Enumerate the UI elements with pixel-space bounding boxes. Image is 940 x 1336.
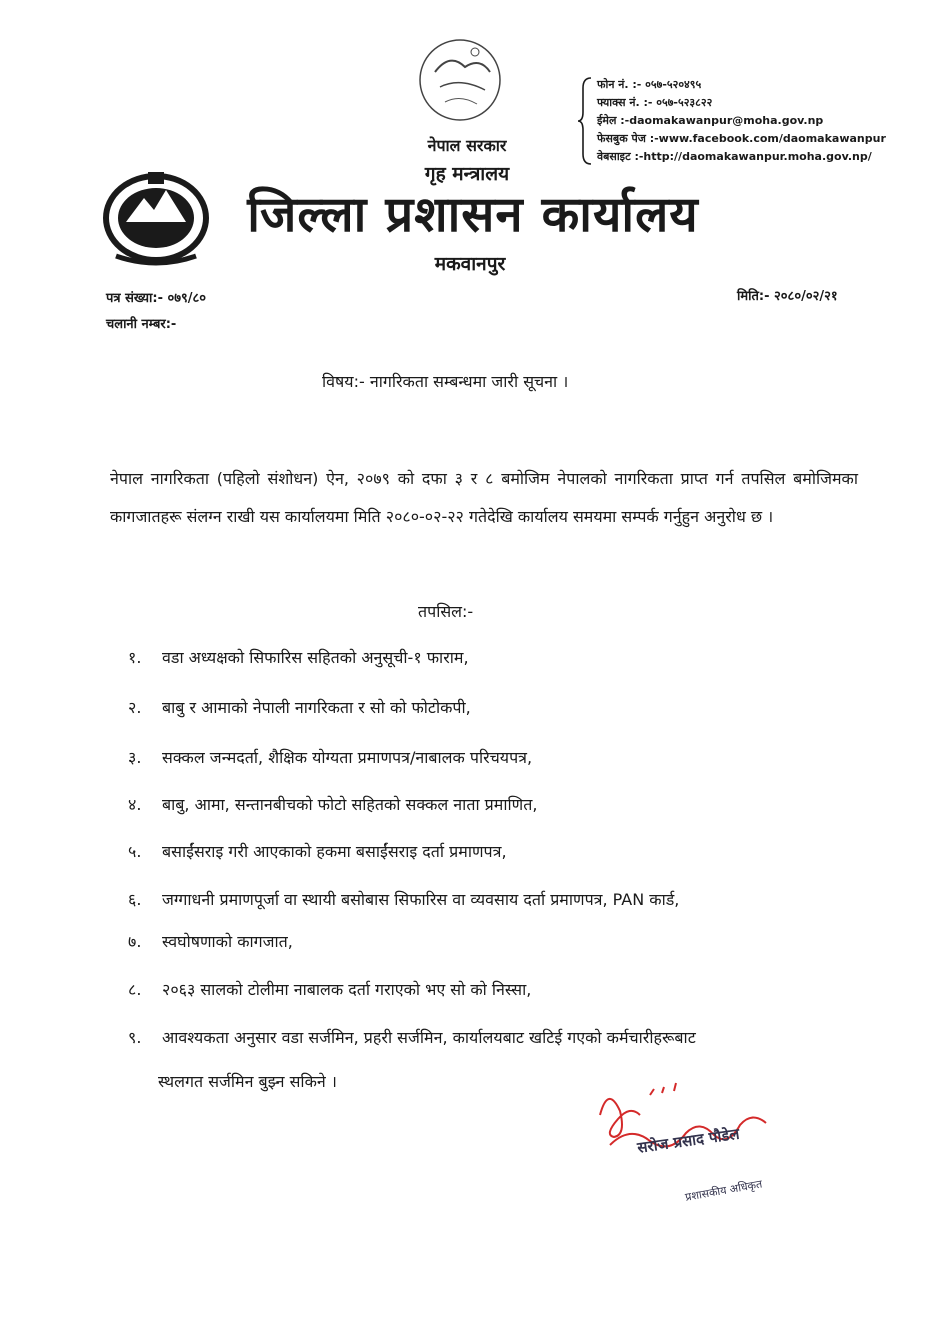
contact-fax: फ्याक्स नं. :- ०५७-५२३८२२ bbox=[597, 96, 713, 109]
signatory-designation: प्रशासकीय अधिकृत bbox=[684, 1177, 764, 1204]
nepal-sarkar-label: नेपाल सरकार bbox=[427, 136, 507, 155]
chalani-number: चलानी नम्बर:- bbox=[106, 317, 177, 332]
contact-phone: फोन नं. :- ०५७-५२०४९५ bbox=[597, 78, 702, 91]
list-item: ८. २०६३ सालको टोलीमा नाबालक दर्ता गराएको भए सो को निस्सा, bbox=[128, 980, 532, 999]
list-item: ५. बसाईंसराइ गरी आएकाको हकमा बसाईंसराइ दर्ता प्रमाणपत्र, bbox=[128, 842, 507, 861]
list-item: ७. स्वघोषणाको कागजात, bbox=[128, 932, 293, 951]
list-item-continuation: स्थलगत सर्जमिन बुझ्न सकिने । bbox=[158, 1072, 337, 1091]
list-item: २. बाबु र आमाको नेपाली नागरिकता र सो को फोटोकपी, bbox=[128, 698, 471, 717]
list-item: ९. आवश्यकता अनुसार वडा सर्जमिन, प्रहरी सर्जमिन, कार्यालयबाट खटिई गएको कर्मचारीहरूबाट bbox=[128, 1028, 696, 1047]
list-item: ३. सक्कल जन्मदर्ता, शैक्षिक योग्यता प्रमाणपत्र/नाबालक परिचयपत्र, bbox=[128, 748, 533, 767]
patra-sankhya: पत्र संख्या:- ०७९/८० bbox=[106, 291, 207, 306]
national-emblem-icon bbox=[96, 160, 216, 270]
office-title: जिल्ला प्रशासन कार्यालय bbox=[247, 186, 699, 243]
letter-date: मिति:- २०८०/०२/२१ bbox=[737, 289, 838, 304]
list-item: ६. जग्गाधनी प्रमाणपूर्जा वा स्थायी बसोबास सिफारिस वा व्यवसाय दर्ता प्रमाणपत्र, PAN कार्ड, bbox=[128, 890, 680, 909]
list-item: १. वडा अध्यक्षको सिफारिस सहितको अनुसूची-१ फाराम, bbox=[128, 648, 469, 667]
nepal-sarkar-stamp-icon bbox=[405, 32, 515, 128]
list-item: ४. बाबु, आमा, सन्तानबीचको फोटो सहितको सक्कल नाता प्रमाणित, bbox=[128, 795, 538, 814]
district-name: मकवानपुर bbox=[434, 253, 506, 275]
contact-block bbox=[597, 76, 886, 166]
brace-icon bbox=[577, 76, 593, 166]
body-paragraph: नेपाल नागरिकता (पहिलो संशोधन) ऐन, २०७९ को दफा ३ र ८ बमोजिम नेपालको नागरिकता प्राप्त गर्न तपसिल बमोजिमका कागजातहरू संलग्न राखी यस कार्यालयमा मिति २०८०-०२-२२ गतेदेखि कार्यालय समयमा सम्पर्क गर्नुहुन अनुरोध छ । bbox=[110, 469, 858, 526]
reference-block bbox=[106, 286, 206, 338]
signatory-name: सरोज प्रसाद पौडेल bbox=[636, 1124, 741, 1157]
contact-email: ईमेल :-daomakawanpur@moha.gov.np bbox=[597, 114, 824, 127]
subject-line: विषय:- नागरिकता सम्बन्धमा जारी सूचना । bbox=[322, 372, 569, 391]
contact-facebook: फेसबुक पेज :-www.facebook.com/daomakawanpur bbox=[597, 132, 886, 145]
tapsil-heading: तपसिल:- bbox=[418, 602, 474, 621]
ministry-name: गृह मन्त्रालय bbox=[424, 163, 510, 185]
contact-website: वेबसाइट :-http://daomakawanpur.moha.gov.np/ bbox=[597, 150, 872, 163]
